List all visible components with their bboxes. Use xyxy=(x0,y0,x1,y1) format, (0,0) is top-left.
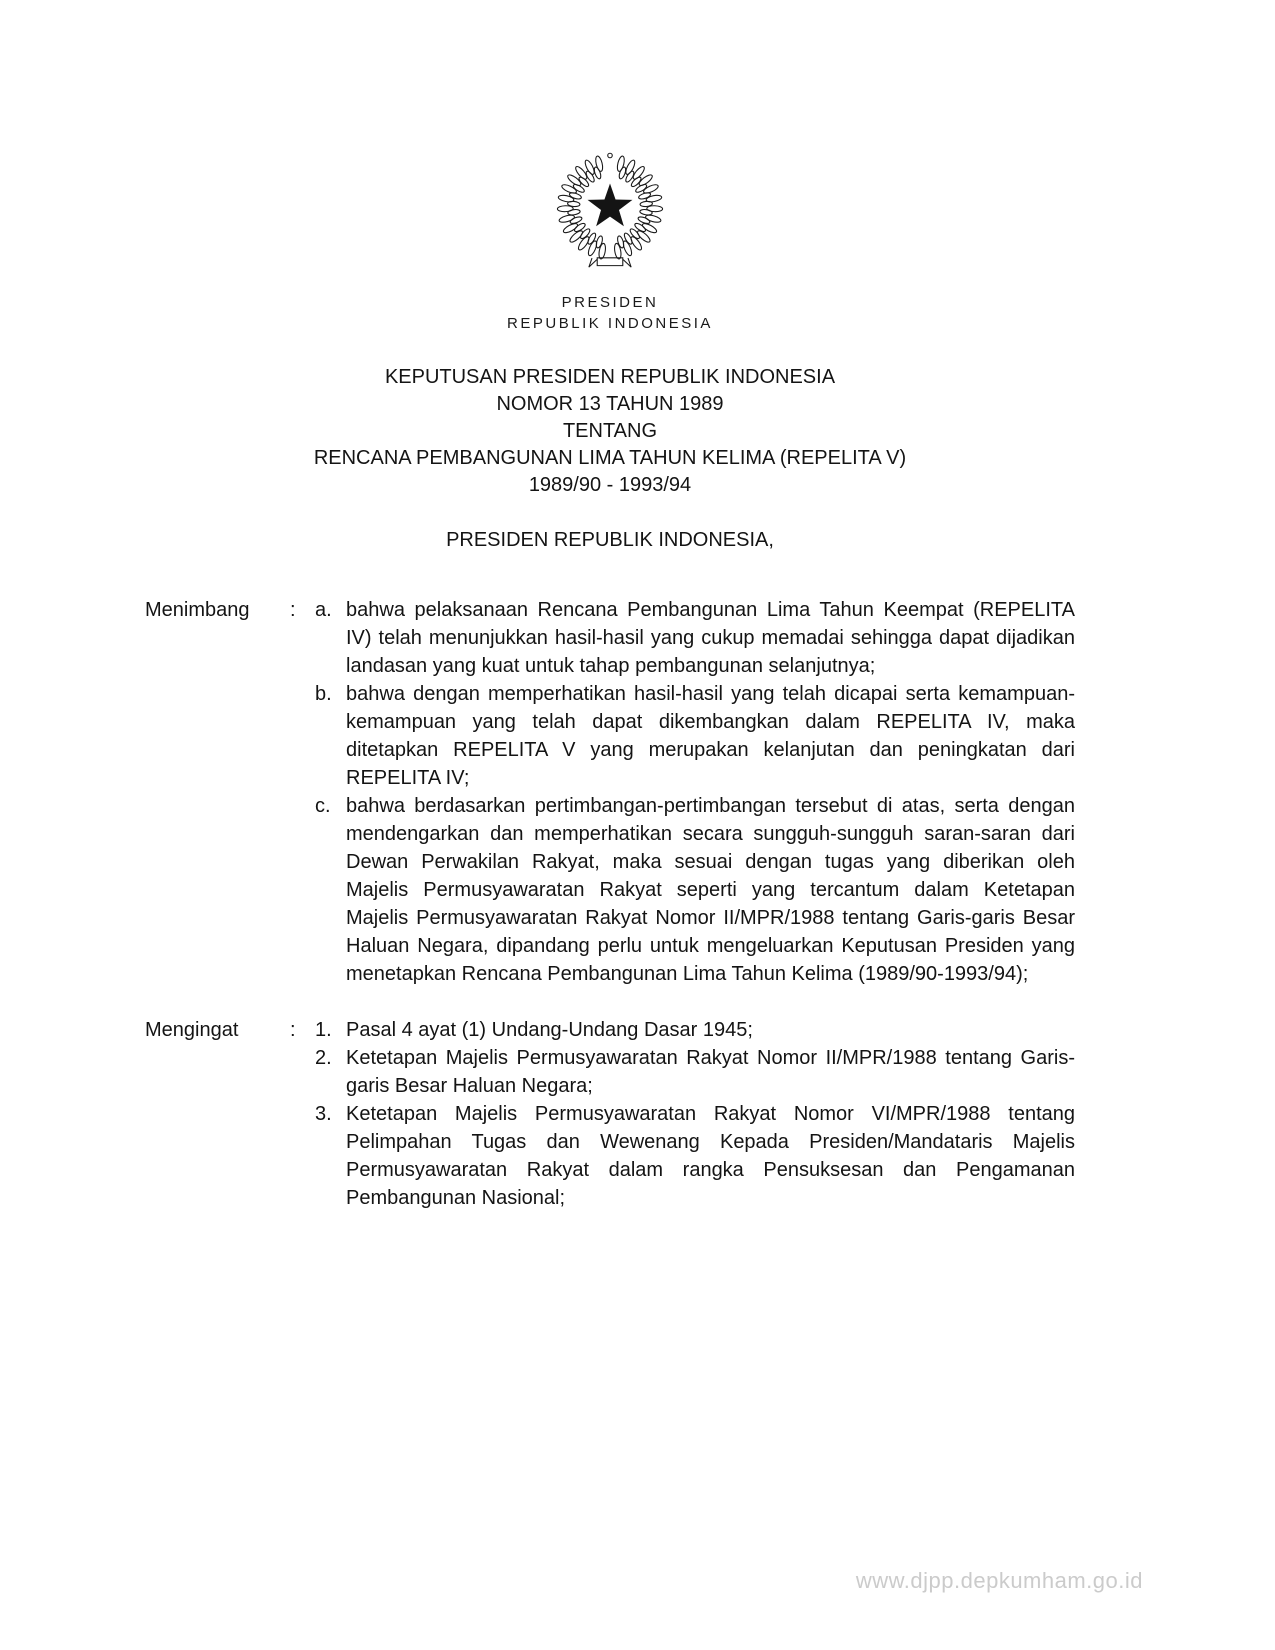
list-item xyxy=(315,1100,1075,1212)
mengingat-label: Mengingat xyxy=(145,1019,239,1041)
item-text: Pasal 4 ayat (1) Undang-Undang Dasar 1945; xyxy=(346,1019,753,1041)
title-line-subject: RENCANA PEMBANGUNAN LIMA TAHUN KELIMA (REPELITA V) xyxy=(313,447,907,469)
section-mengingat xyxy=(145,1016,1075,1212)
item-text: Ketetapan Majelis Permusyawaratan Rakyat Nomor II/MPR/1988 tentang Garis-garis Besar Haluan Negara; xyxy=(346,1047,1075,1097)
mengingat-items xyxy=(315,1016,1075,1212)
list-item xyxy=(315,596,1075,680)
title-line-period: 1989/90 - 1993/94 xyxy=(528,474,692,496)
item-marker: c. xyxy=(315,795,331,817)
title-line-tentang: TENTANG xyxy=(562,420,658,442)
watermark: www.djpp.depkumham.go.id xyxy=(855,1568,1143,1593)
item-marker: a. xyxy=(315,599,332,621)
title-line-keputusan: KEPUTUSAN PRESIDEN REPUBLIK INDONESIA xyxy=(384,366,836,388)
item-marker: 1. xyxy=(315,1019,332,1041)
menimbang-separator: : xyxy=(290,599,296,621)
letterhead-republik-indonesia: REPUBLIK INDONESIA xyxy=(507,315,713,332)
item-text: Ketetapan Majelis Permusyawaratan Rakyat Nomor VI/MPR/1988 tentang Pelimpahan Tugas dan Wewenang Kepada Presiden/Mandataris Majelis Permusyawaratan Rakyat dalam rangka Pensuksesan dan Pengamanan Pembangunan Nasional; xyxy=(346,1103,1075,1209)
item-marker: 3. xyxy=(315,1103,332,1125)
menimbang-label: Menimbang xyxy=(145,599,250,621)
list-item xyxy=(315,680,1075,792)
list-item xyxy=(315,1016,1075,1044)
list-item xyxy=(315,1044,1075,1100)
ribbon-icon xyxy=(589,258,631,267)
title-line-nomor: NOMOR 13 TAHUN 1989 xyxy=(496,393,724,415)
preamble-line: PRESIDEN REPUBLIK INDONESIA, xyxy=(446,529,774,551)
item-text: bahwa pelaksanaan Rencana Pembangunan Lima Tahun Keempat (REPELITA IV) telah menunjukkan hasil-hasil yang cukup memadai sehingga dapat dijadikan landasan yang kuat untuk tahap pembangunan selanjutnya; xyxy=(346,599,1075,677)
star-icon xyxy=(588,184,633,227)
item-marker: b. xyxy=(315,683,332,705)
list-item xyxy=(315,792,1075,988)
item-text: bahwa dengan memperhatikan hasil-hasil yang telah dicapai serta kemampuan-kemampuan yang telah dapat dikembangkan dalam REPELITA IV, maka ditetapkan REPELITA V yang merupakan kelanjutan dan peningkatan dari REPELITA IV; xyxy=(346,683,1075,789)
decree-title-block xyxy=(145,364,1075,499)
letterhead-presiden: PRESIDEN xyxy=(561,294,659,311)
item-text: bahwa berdasarkan pertimbangan-pertimbangan tersebut di atas, serta dengan mendengarkan dan memperhatikan secara sungguh-sungguh saran-saran dari Dewan Perwakilan Rakyat, maka sesuai dengan tugas yang diberikan oleh Majelis Permusyawaratan Rakyat seperti yang tercantum dalam Ketetapan Majelis Permusyawaratan Rakyat Nomor II/MPR/1988 tentang Garis-garis Besar Haluan Negara, dipandang perlu untuk mengeluarkan Keputusan Presiden yang menetapkan Rencana Pembangunan Lima Tahun Kelima (1989/90-1993/94); xyxy=(346,795,1075,985)
menimbang-items xyxy=(315,596,1075,988)
letterhead xyxy=(145,146,1075,334)
section-menimbang xyxy=(145,596,1075,988)
wreath-top-bud-icon xyxy=(608,153,613,158)
mengingat-separator: : xyxy=(290,1019,296,1041)
item-marker: 2. xyxy=(315,1047,332,1069)
presidential-seal-emblem xyxy=(551,146,669,284)
